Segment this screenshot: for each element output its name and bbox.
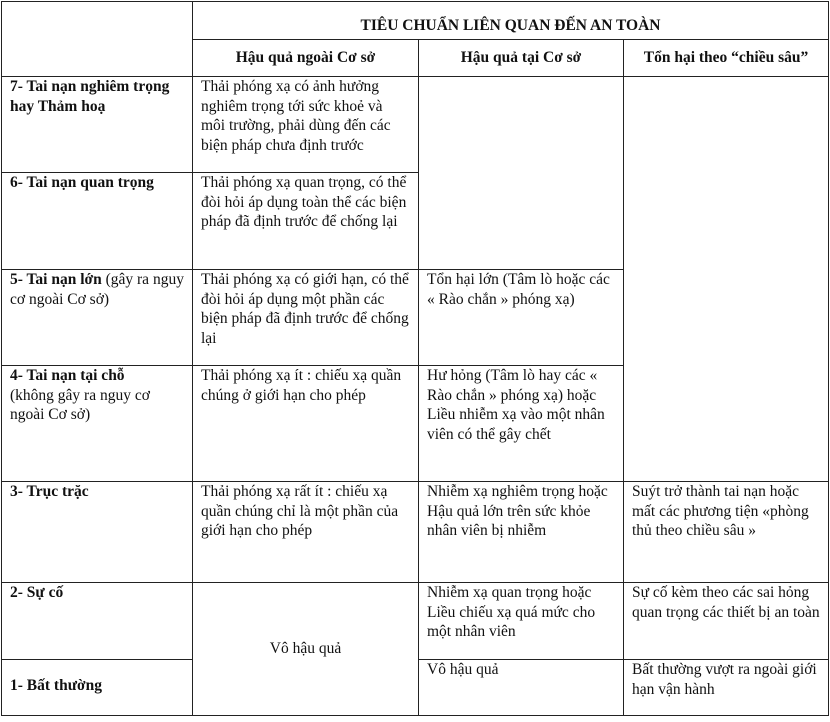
level-name: 5- Tai nạn lớn <box>10 271 102 288</box>
level-3-offsite: Thải phóng xạ rất ít : chiếu xạ quần chúng chỉ là một phần của giới hạn cho phép <box>193 482 419 583</box>
offsite-no-consequence: Vô hậu quả <box>193 583 419 716</box>
level-5-onsite: Tổn hại lớn (Tâm lò hoặc các « Rào chắn » phóng xạ) <box>419 270 624 366</box>
table-main-title: TIÊU CHUẨN LIÊN QUAN ĐẾN AN TOÀN <box>193 2 829 40</box>
level-2-onsite: Nhiễm xạ quan trọng hoặc Liều chiếu xạ quá mức cho một nhân viên <box>419 583 624 660</box>
level-name: 3- Trục trặc <box>10 483 89 500</box>
level-6-label <box>2 173 193 270</box>
level-name: 4- Tai nạn tại chỗ <box>10 367 125 384</box>
level-note: (gây ra nguy cơ ngoài Cơ sở) <box>10 271 184 308</box>
level-3-label <box>2 482 193 583</box>
level-1-label <box>2 660 193 716</box>
col-header-offsite: Hậu quả ngoài Cơ sở <box>193 40 419 77</box>
level-2-defense: Sự cố kèm theo các sai hỏng quan trọng các thiết bị an toàn <box>624 583 829 660</box>
level-5-offsite: Thải phóng xạ có giới hạn, có thể đòi hỏi áp dụng một phần các biện pháp đã định trước để chống lại <box>193 270 419 366</box>
defense-empty-cell <box>624 77 829 482</box>
level-1-defense: Bất thường vượt ra ngoài giới hạn vận hành <box>624 660 829 716</box>
level-3-defense: Suýt trở thành tai nạn hoặc mất các phương tiện «phòng thủ theo chiều sâu » <box>624 482 829 583</box>
level-7-offsite: Thải phóng xạ có ảnh hưởng nghiêm trọng tới sức khoẻ và môi trường, phải dùng đến các biện pháp chưa định trước <box>193 77 419 173</box>
level-4-offsite: Thải phóng xạ ít : chiếu xạ quần chúng ở giới hạn cho phép <box>193 366 419 482</box>
level-3-onsite: Nhiễm xạ nghiêm trọng hoặc Hậu quả lớn trên sức khỏe nhân viên bị nhiễm <box>419 482 624 583</box>
level-5-label <box>2 270 193 366</box>
level-7-label <box>2 77 193 173</box>
corner-empty-cell <box>2 2 193 77</box>
onsite-empty-cell <box>419 77 624 270</box>
level-1-onsite: Vô hậu quả <box>419 660 624 716</box>
col-header-defense: Tổn hại theo “chiều sâu” <box>624 40 829 77</box>
level-name: 1- Bất thường <box>10 677 102 694</box>
level-name: 6- Tai nạn quan trọng <box>10 174 154 191</box>
level-4-label <box>2 366 193 482</box>
level-name: 7- Tai nạn nghiêm trọng hay Thảm hoạ <box>10 78 170 115</box>
level-6-offsite: Thải phóng xạ quan trọng, có thể đòi hỏi áp dụng toàn thể các biện pháp đã định trước để chống lại <box>193 173 419 270</box>
level-name: 2- Sự cố <box>10 584 64 601</box>
level-4-onsite: Hư hỏng (Tâm lò hay các « Rào chắn » phóng xạ) hoặc Liều nhiễm xạ vào một nhân viên có thể gây chết <box>419 366 624 482</box>
col-header-onsite: Hậu quả tại Cơ sở <box>419 40 624 77</box>
ines-scale-table <box>1 1 829 716</box>
level-note: (không gây ra nguy cơ ngoài Cơ sở) <box>10 386 150 423</box>
level-2-label <box>2 583 193 660</box>
